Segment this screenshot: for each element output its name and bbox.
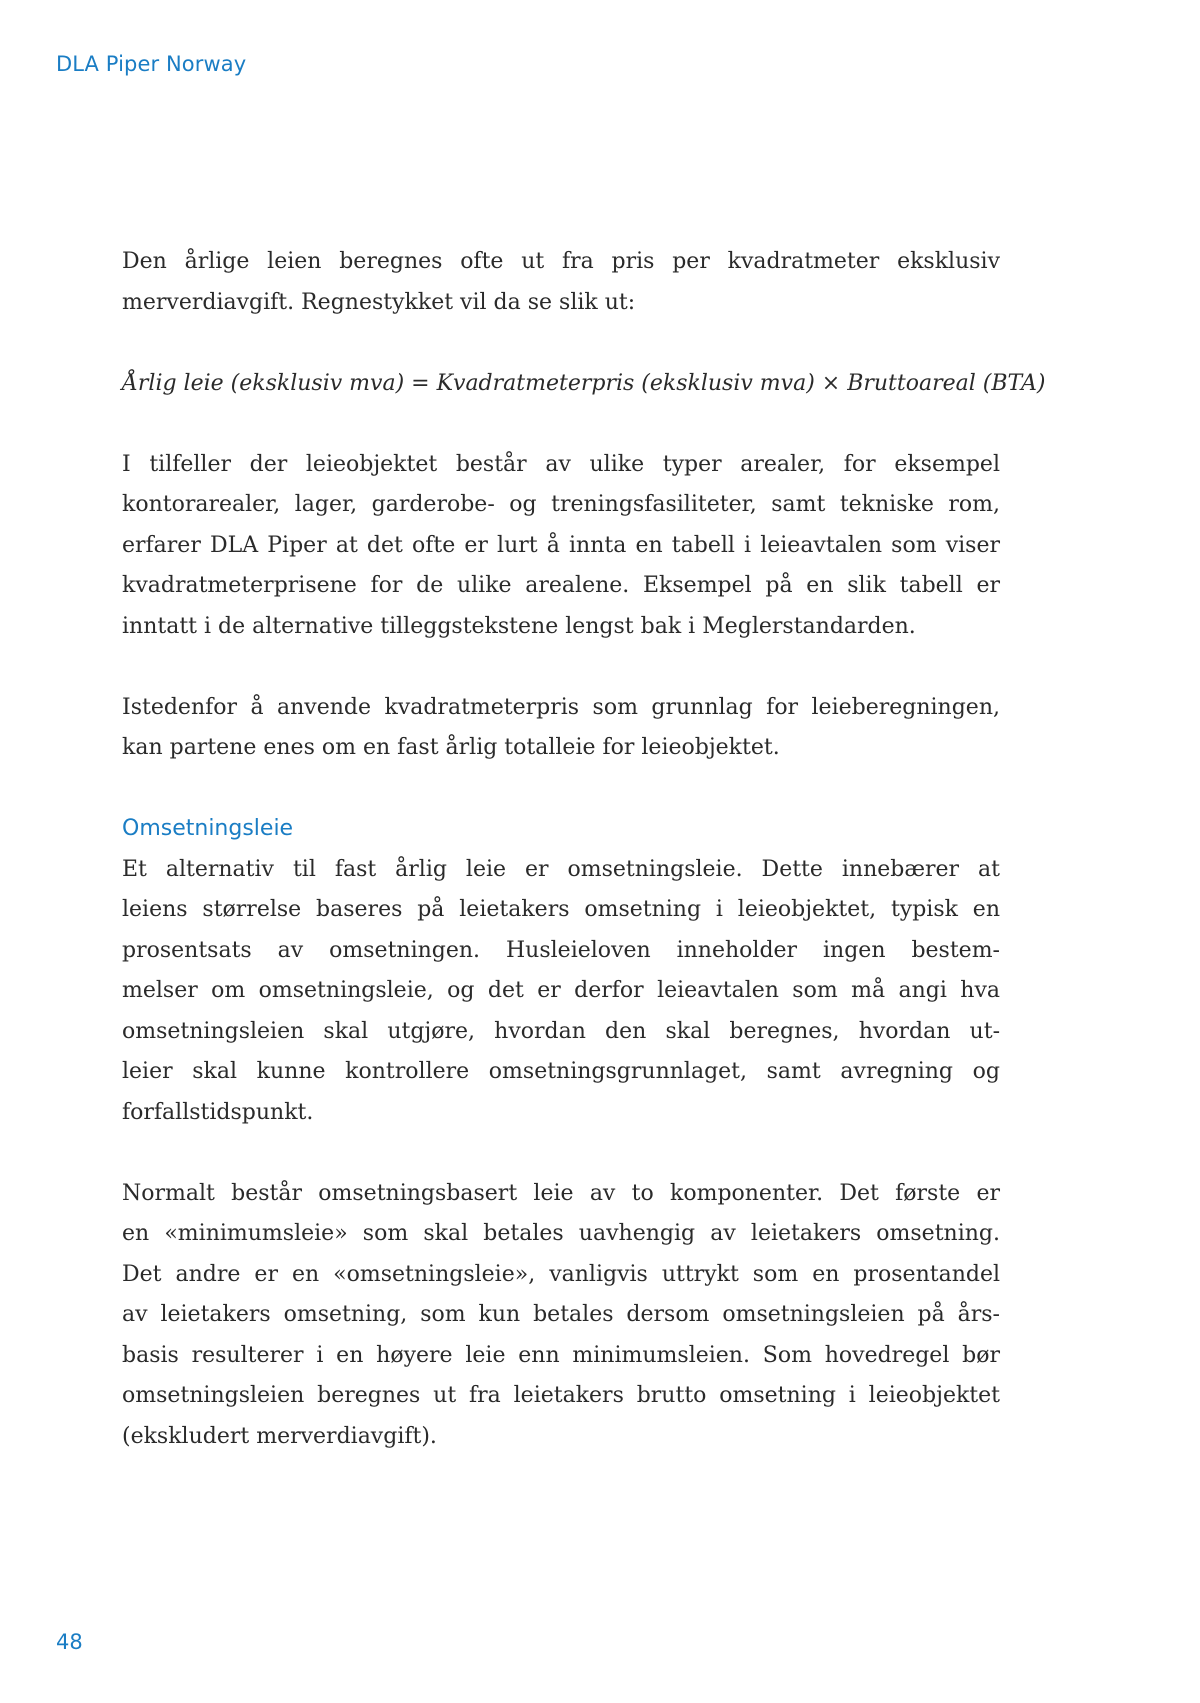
text-line: kontorarealer, lager, garderobe- og treningsfasiliteter, samt tekniske rom,: [122, 492, 1000, 517]
text-line: kvadratmeterprisene for de ulike arealene. Eksempel på en slik tabell er: [122, 573, 1000, 598]
text-line: I tilfeller der leieobjektet består av ulike typer arealer, for eksempel: [122, 451, 1000, 477]
paragraph-turnover-components: [122, 1174, 1000, 1458]
text-line: basis resulterer i en høyere leie enn minimumsleien. Som hovedregel bør: [122, 1342, 1000, 1368]
page-number: 48: [56, 1630, 83, 1654]
text-line: omsetningsleien beregnes ut fra leietakers brutto omsetning i leieobjektet: [122, 1383, 1000, 1408]
text-line: melser om omsetningsleie, og det er derfor leieavtalen som må angi hva: [122, 978, 1000, 1003]
text-line: kan partene enes om en fast årlig totalleie for leieobjektet.: [122, 735, 780, 760]
text-line: av leietakers omsetning, som kun betales dersom omsetningsleien på års-: [122, 1302, 1000, 1327]
paragraph-gap: [122, 769, 1000, 810]
page-body: [122, 242, 1046, 1457]
text-line: prosentsats av omsetningen. Husleieloven inneholder ingen bestem-: [122, 937, 1000, 963]
text-line: omsetningsleien skal utgjøre, hvordan den skal beregnes, hvordan ut-: [122, 1018, 1000, 1044]
paragraph-formula: [122, 364, 1046, 405]
rent-formula: Årlig leie (eksklusiv mva) = Kvadratmeterpris (eksklusiv mva) × Bruttoareal (BTA): [122, 370, 1046, 396]
paragraph-annual-rent: [122, 242, 1000, 323]
paragraph-gap: [122, 323, 1000, 364]
text-line: inntatt i de alternative tilleggstekstene lengst bak i Meglerstandarden.: [122, 613, 916, 639]
paragraph-gap: [122, 647, 1000, 688]
paragraph-gap: [122, 404, 1000, 445]
section-heading: Omsetningsleie: [122, 816, 294, 841]
paragraph-turnover-rent: [122, 850, 1000, 1134]
text-line: leiens størrelse baseres på leietakers omsetning i leieobjektet, typisk en: [122, 897, 1000, 922]
text-line: (ekskludert merverdiavgift).: [122, 1423, 437, 1449]
text-line: leier skal kunne kontrollere omsetningsgrunnlaget, samt avregning og: [122, 1059, 1000, 1084]
text-line: erfarer DLA Piper at det ofte er lurt å innta en tabell i leieavtalen som viser: [122, 532, 1000, 558]
text-line: forfallstidspunkt.: [122, 1099, 314, 1125]
text-line: Normalt består omsetningsbasert leie av to komponenter. Det første er: [122, 1180, 1000, 1206]
paragraph-gap: [122, 1133, 1000, 1174]
paragraph-fixed-rent: [122, 688, 1000, 769]
running-header: DLA Piper Norway: [56, 52, 247, 76]
text-line: en «minimumsleie» som skal betales uavhengig av leietakers omsetning.: [122, 1221, 1000, 1246]
text-line: Den årlige leien beregnes ofte ut fra pris per kvadratmeter eksklusiv: [122, 249, 1000, 274]
text-line: Istedenfor å anvende kvadratmeterpris som grunnlag for leieberegningen,: [122, 694, 1000, 720]
text-line: Det andre er en «omsetningsleie», vanligvis uttrykt som en prosentandel: [122, 1261, 1000, 1287]
paragraph-area-types: [122, 445, 1000, 648]
text-line: Et alternativ til fast årlig leie er omsetningsleie. Dette innebærer at: [122, 856, 1000, 882]
text-line: merverdiavgift. Regnestykket vil da se slik ut:: [122, 289, 636, 315]
